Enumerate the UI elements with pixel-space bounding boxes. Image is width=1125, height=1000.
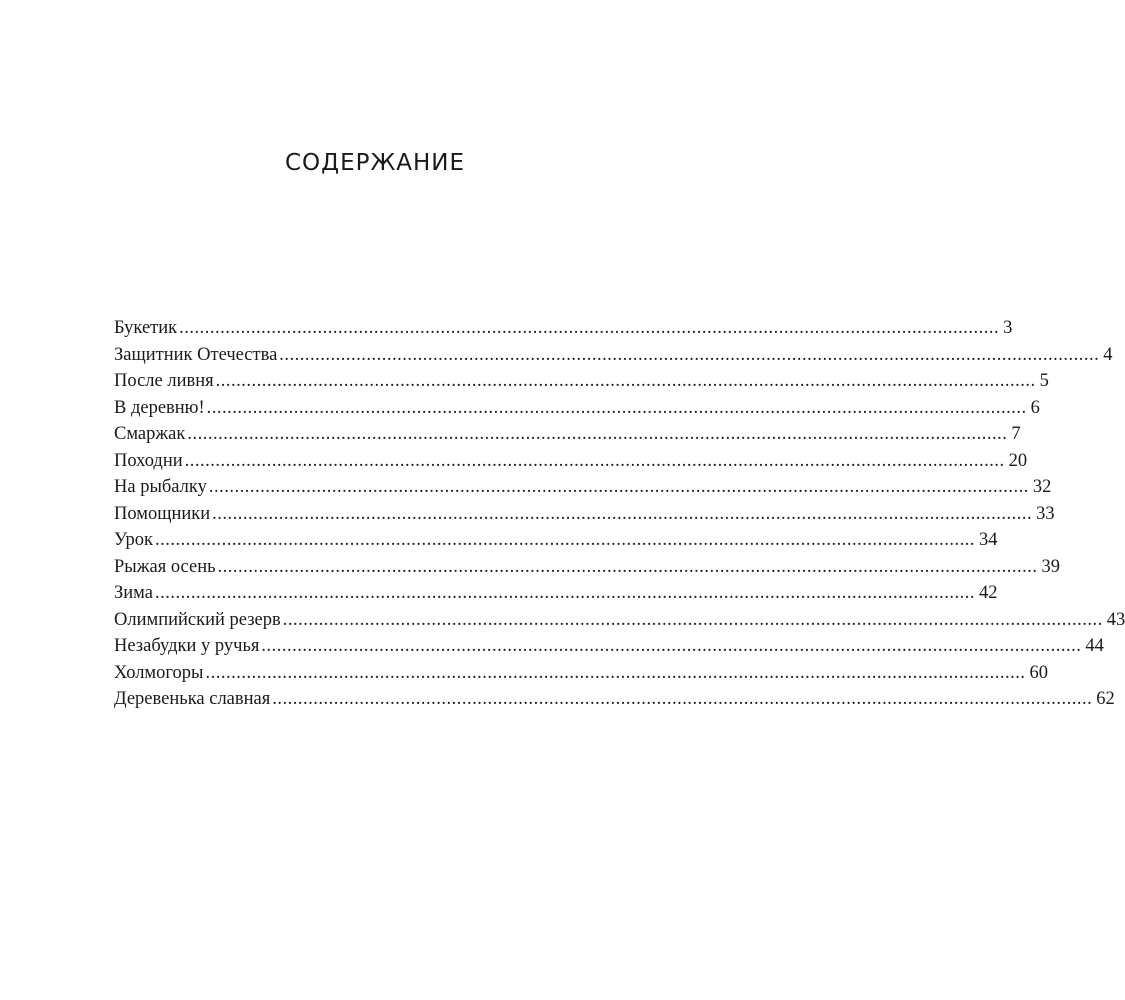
toc-entry-label: Помощники bbox=[114, 503, 211, 524]
toc-leader-dots: ................................................................................................................................................................ bbox=[279, 344, 1100, 365]
toc-entry-label: После ливня bbox=[114, 371, 214, 391]
toc-leader-dots: ................................................................................................................................................................ bbox=[154, 583, 975, 603]
toc-entry-page-number: 42 bbox=[978, 583, 998, 603]
toc-entry-page-number: 34 bbox=[978, 530, 998, 550]
toc-entry-olimpiyskiy-rezerv bbox=[114, 607, 1125, 634]
page-title: СОДЕРЖАНИЕ bbox=[284, 150, 466, 176]
toc-leader-dots: ................................................................................................................................................................ bbox=[187, 424, 1008, 444]
toc-entry-page-number: 39 bbox=[1041, 556, 1061, 577]
toc-entry-nezabudki-u-ruchya bbox=[114, 633, 1104, 660]
toc-entry-kholmogory bbox=[114, 660, 1048, 687]
toc-leader-dots: ................................................................................................................................................................ bbox=[179, 318, 1000, 338]
toc-entry-smarzhak bbox=[114, 421, 1021, 448]
toc-entry-label: Урок bbox=[114, 530, 153, 550]
toc-entry-ryzhaya-osen bbox=[114, 554, 1061, 581]
toc-entry-label: Смаржак bbox=[114, 424, 186, 444]
table-of-contents bbox=[114, 315, 1125, 713]
toc-entry-page-number: 6 bbox=[1030, 397, 1040, 418]
toc-entry-pomoshchniki bbox=[114, 501, 1055, 528]
toc-entry-zashchitnik-otechestva bbox=[114, 342, 1113, 369]
toc-entry-v-derevnyu bbox=[114, 395, 1040, 422]
toc-entry-label: Рыжая осень bbox=[114, 556, 216, 577]
toc-entry-pokhodni bbox=[114, 448, 1028, 475]
toc-leader-dots: ................................................................................................................................................................ bbox=[206, 397, 1027, 418]
toc-entry-label: На рыбалку bbox=[114, 477, 207, 497]
toc-leader-dots: ................................................................................................................................................................ bbox=[282, 609, 1103, 630]
toc-entry-label: В деревню! bbox=[114, 397, 205, 418]
toc-entry-label: Защитник Отечества bbox=[114, 344, 278, 365]
toc-leader-dots: ................................................................................................................................................................ bbox=[212, 503, 1033, 524]
toc-entry-label: Букетик bbox=[114, 318, 178, 338]
toc-entry-page-number: 4 bbox=[1103, 344, 1113, 365]
toc-entry-page-number: 33 bbox=[1036, 503, 1055, 524]
toc-entry-label: Олимпийский резерв bbox=[114, 609, 281, 630]
toc-entry-label: Деревенька славная bbox=[114, 689, 271, 709]
toc-entry-label: Походни bbox=[114, 450, 183, 471]
toc-leader-dots: ................................................................................................................................................................ bbox=[184, 450, 1005, 471]
toc-entry-page-number: 43 bbox=[1106, 609, 1125, 630]
toc-entry-urok bbox=[114, 527, 998, 554]
toc-entry-label: Зима bbox=[114, 583, 153, 603]
toc-leader-dots: ................................................................................................................................................................ bbox=[154, 530, 975, 550]
toc-entry-na-rybalku bbox=[114, 474, 1052, 501]
toc-entry-page-number: 5 bbox=[1039, 371, 1049, 391]
toc-entry-page-number: 62 bbox=[1096, 689, 1115, 709]
toc-entry-page-number: 20 bbox=[1008, 450, 1028, 471]
toc-entry-page-number: 7 bbox=[1011, 424, 1021, 444]
toc-entry-page-number: 60 bbox=[1029, 662, 1048, 683]
toc-leader-dots: ................................................................................................................................................................ bbox=[272, 689, 1093, 709]
toc-leader-dots: ................................................................................................................................................................ bbox=[261, 636, 1082, 656]
toc-entry-page-number: 44 bbox=[1085, 636, 1104, 656]
toc-entry-page-number: 32 bbox=[1032, 477, 1052, 497]
toc-entry-zima bbox=[114, 580, 998, 607]
toc-leader-dots: ................................................................................................................................................................ bbox=[208, 477, 1029, 497]
toc-entry-derevenka-slavnaya bbox=[114, 686, 1115, 713]
toc-leader-dots: ................................................................................................................................................................ bbox=[217, 556, 1038, 577]
toc-entry-label: Холмогоры bbox=[114, 662, 204, 683]
toc-entry-buketik bbox=[114, 315, 1013, 342]
toc-entry-posle-livnya bbox=[114, 368, 1049, 395]
toc-entry-page-number: 3 bbox=[1003, 318, 1013, 338]
toc-leader-dots: ................................................................................................................................................................ bbox=[205, 662, 1026, 683]
toc-entry-label: Незабудки у ручья bbox=[114, 636, 260, 656]
toc-leader-dots: ................................................................................................................................................................ bbox=[215, 371, 1036, 391]
